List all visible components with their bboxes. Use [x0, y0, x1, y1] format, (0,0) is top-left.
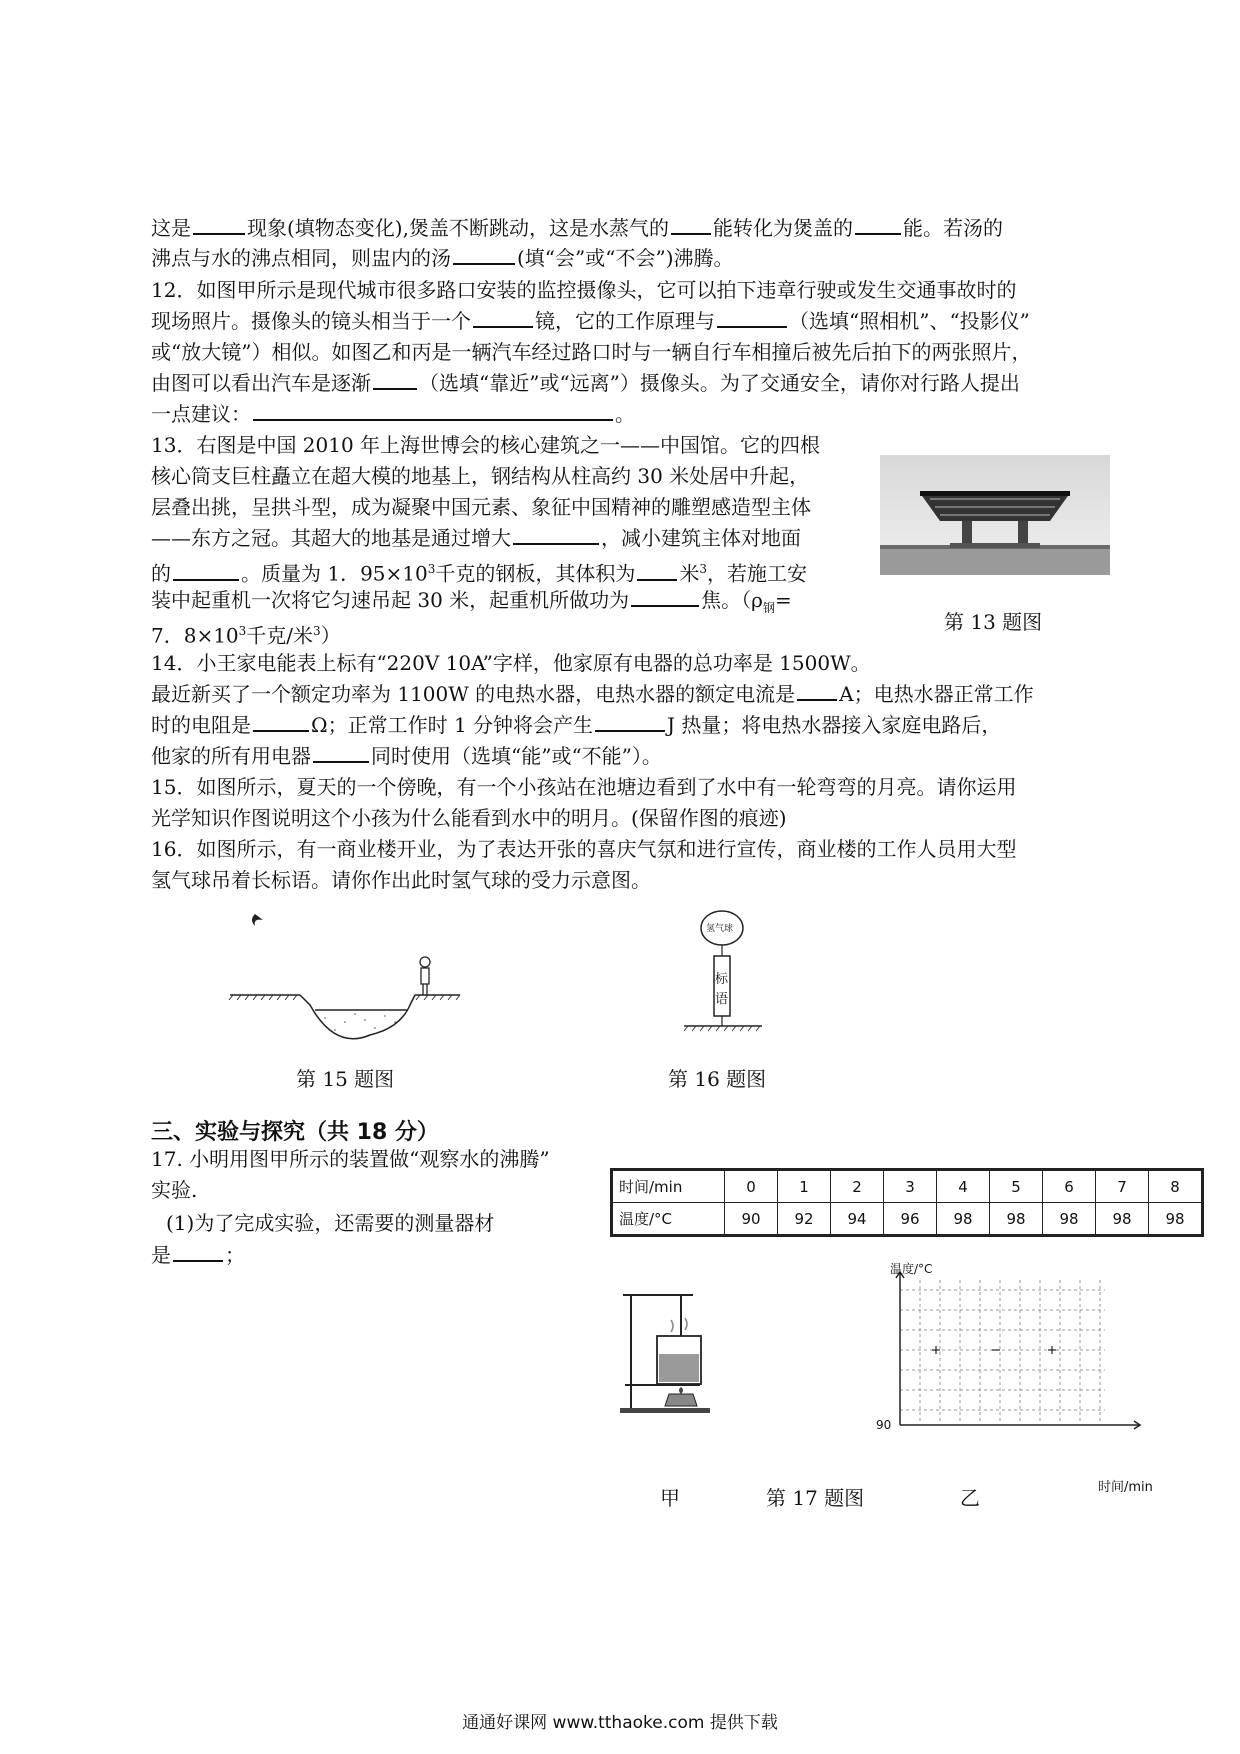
q11-line-2: 沸点与水的沸点相同，则盅内的汤 (填“会”或“不会”)沸腾。	[151, 243, 734, 273]
boiling-apparatus-figure	[615, 1290, 715, 1415]
table-cell: 8	[1149, 1170, 1203, 1203]
table-cell: 6	[1043, 1170, 1096, 1203]
table-cell: 4	[937, 1170, 990, 1203]
q13-line-1: 13．右图是中国 2010 年上海世博会的核心建筑之一——中国馆。它的四根	[151, 433, 821, 457]
table-cell: 98	[1096, 1203, 1149, 1236]
table-row-temp	[612, 1203, 1203, 1236]
q12-line-5: 一点建议： 。	[151, 399, 635, 429]
q13-line-5: 的 。质量为 1．$95\times 10^3$千克的钢板，其体积为 米$^3$，若施工安	[151, 554, 807, 589]
q12-line-3: 或“放大镜”）相似。如图乙和丙是一辆汽车经过路口时与一辆自行车相撞后被先后拍下的两张照片，	[151, 340, 1032, 364]
temperature-graph	[860, 1260, 1160, 1430]
q17-caption: 第 17 题图	[766, 1486, 865, 1510]
q15-line-2: 光学知识作图说明这个小孩为什么能看到水中的明月。(保留作图的痕迹)	[151, 806, 787, 830]
graph-x-label: 时间/min	[1098, 1480, 1153, 1495]
moon-icon	[252, 914, 263, 926]
q14-line-3: 时的电阻是 Ω；正常工作时 1 分钟将会产生 J 热量；将电热水器接入家庭电路后，	[151, 710, 1001, 740]
banner-label-2: 语	[715, 992, 729, 1007]
pond-figure	[225, 910, 465, 1050]
q16-caption: 第 16 题图	[668, 1067, 767, 1091]
table-cell: 94	[831, 1203, 884, 1236]
table-row-time	[612, 1170, 1203, 1203]
table-cell: 1	[778, 1170, 831, 1203]
q14-line-2: 最近新买了一个额定功率为 1100W 的电热水器，电热水器的额定电流是 A；电热水器正常工作	[151, 679, 1034, 709]
q16-line-1: 16．如图所示，有一商业楼开业，为了表达开张的喜庆气氛和进行宣传，商业楼的工作人员用大型	[151, 837, 1017, 861]
footer: 通通好课网 www.tthaoke.com 提供下载	[462, 1713, 778, 1733]
q14-line-1: 14．小王家电能表上标有“220V 10A”字样，他家原有电器的总功率是 1500W。	[151, 651, 871, 675]
q13-line-6: 装中起重机一次将它匀速吊起 30 米，起重机所做功为 焦。（$\rho_钢=$	[151, 585, 792, 623]
q15-caption: 第 15 题图	[296, 1067, 395, 1091]
table-cell: 5	[990, 1170, 1043, 1203]
table-header-time: 时间/min	[612, 1170, 725, 1203]
q16-line-2: 氢气球吊着长标语。请你作出此时氢气球的受力示意图。	[151, 868, 651, 892]
q14-line-4: 他家的所有用电器 同时使用（选填“能”或“不能”）。	[151, 741, 662, 771]
banner-label-1: 标	[715, 972, 729, 987]
alcohol-lamp-icon	[665, 1387, 697, 1406]
q17-line-2: 实验.	[151, 1178, 198, 1202]
q13-line-3: 层叠出挑，呈拱斗型，成为凝聚中国元素、象征中国精神的雕塑感造型主体	[151, 495, 811, 519]
table-cell: 2	[831, 1170, 884, 1203]
q12-line-4: 由图可以看出汽车是逐渐 （选填“靠近”或“远离”）摄像头。为了交通安全，请你对行路人提出	[151, 368, 1020, 398]
table-cell: 96	[884, 1203, 937, 1236]
q13-line-2: 核心筒支巨柱矗立在超大模的地基上，钢结构从柱高约 30 米处居中升起，	[151, 464, 810, 488]
balloon-label: 氢气球	[706, 924, 734, 934]
table-cell: 0	[725, 1170, 778, 1203]
balloon-figure	[680, 908, 790, 1048]
table-cell: 7	[1096, 1170, 1149, 1203]
table-cell: 90	[725, 1203, 778, 1236]
china-pavilion-photo	[880, 455, 1110, 575]
table-cell: 98	[1149, 1203, 1203, 1236]
fig-a-label: 甲	[660, 1486, 680, 1510]
q13-line-7: 7．$8\times 10^3$千克/米$^3$）	[151, 623, 341, 648]
table-cell: 3	[884, 1170, 937, 1203]
table-cell: 92	[778, 1203, 831, 1236]
table-cell: 98	[1043, 1203, 1096, 1236]
q13-line-4: ——东方之冠。其超大的地基是通过增大 ，减小建筑主体对地面	[151, 523, 801, 553]
child-figure	[420, 957, 430, 995]
q12-line-2: 现场照片。摄像头的镜头相当于一个 镜，它的工作原理与 （选填“照相机”、“投影仪”	[151, 306, 1030, 336]
table-header-temp: 温度/°C	[612, 1203, 725, 1236]
q17-line-4: 是 ；	[151, 1240, 245, 1270]
fig-b-label: 乙	[960, 1486, 980, 1510]
graph-origin-label: 90	[876, 1418, 892, 1432]
graph-y-label: 温度/°C	[890, 1262, 933, 1276]
q13-caption: 第 13 题图	[944, 610, 1043, 634]
q12-line-1: 12．如图甲所示是现代城市很多路口安装的监控摄像头，它可以拍下违章行驶或发生交通事故时的	[151, 278, 1017, 302]
q11-line-1: 这是 现象(填物态变化),煲盖不断跳动，这是水蒸气的 能转化为煲盖的 能。若汤的	[151, 213, 1003, 243]
boiling-data-table	[610, 1168, 1204, 1237]
table-cell: 98	[937, 1203, 990, 1236]
section-3-title: 三、实验与探究（共 18 分）	[151, 1120, 439, 1145]
table-cell: 98	[990, 1203, 1043, 1236]
q15-line-1: 15．如图所示，夏天的一个傍晚，有一个小孩站在池塘边看到了水中有一轮弯弯的月亮。请你运用	[151, 775, 1017, 799]
q17-line-1: 17. 小明用图甲所示的装置做“观察水的沸腾”	[151, 1147, 550, 1171]
q17-line-3: (1)为了完成实验，还需要的测量器材	[166, 1211, 495, 1235]
